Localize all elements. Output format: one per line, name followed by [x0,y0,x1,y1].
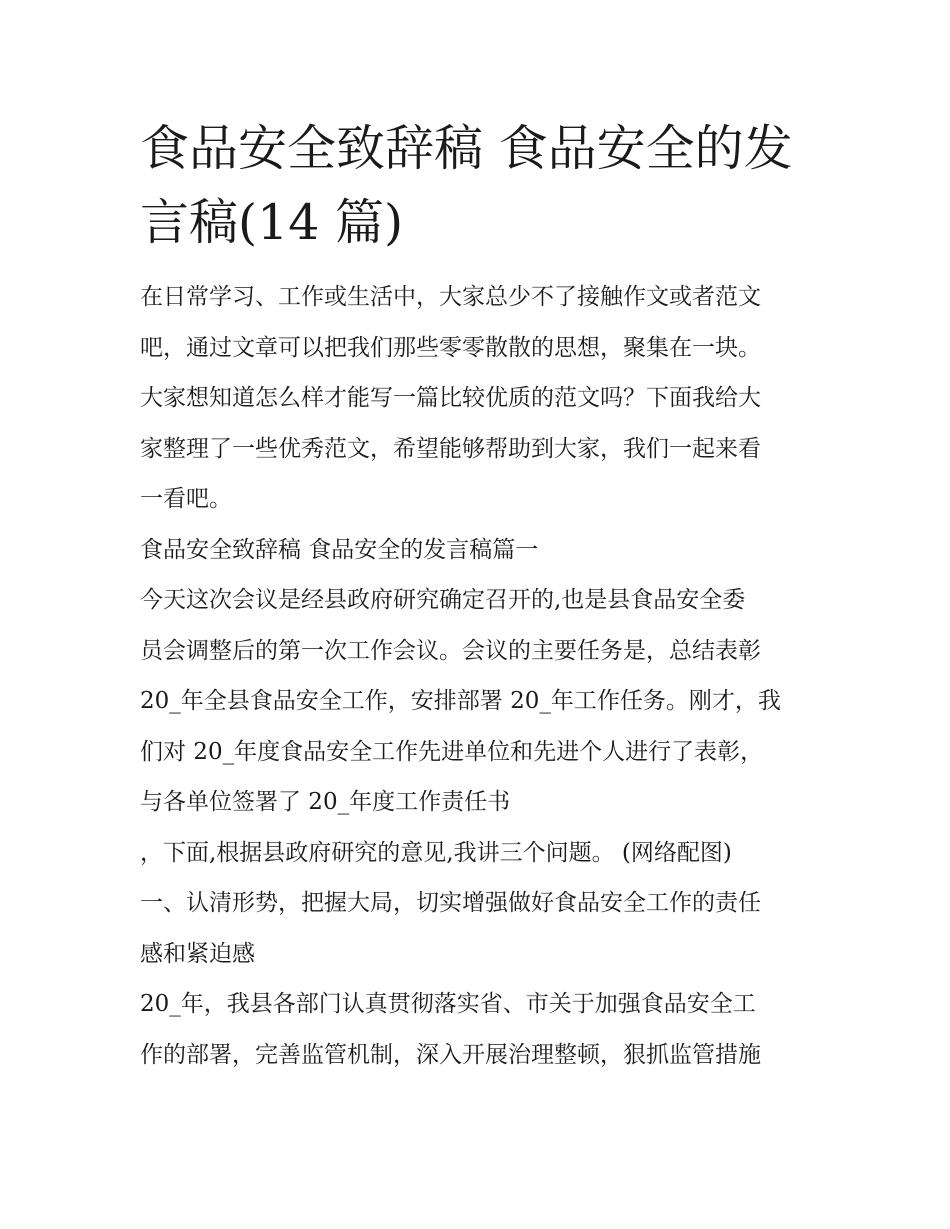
document-title [140,112,820,260]
body-line-7: 今天这次会议是经县政府研究确定召开的,也是县食品安全委 [140,587,746,613]
subheading-line-2: 感和紧迫感 [140,940,255,967]
section-heading: 食品安全致辞稿 食品安全的发言稿篇一 [140,536,539,563]
body-line-2: 吧，通过文章可以把我们那些零零散散的思想，聚集在一块。 [140,334,761,361]
body-line-3: 大家想知道怎么样才能写一篇比较优质的范文吗？下面我给大 [140,385,761,411]
subheading-line-1: 一、认清形势，把握大局，切实增强做好食品安全工作的责任 [140,890,761,916]
title-line-1: 食品安全致辞稿 食品安全的发 [140,120,793,177]
document-page [140,112,820,1080]
body-line-15: 20_年，我县各部门认真贯彻落实省、市关于加强食品安全工 [140,991,756,1017]
document-body [140,272,820,1080]
body-line-12: ，下面,根据县政府研究的意见,我讲三个问题。 (网络配图) [140,839,732,866]
body-line-1: 在日常学习、工作或生活中，大家总少不了接触作文或者范文 [140,284,761,310]
body-line-10: 们对 20_年度食品安全工作先进单位和先进个人进行了表彰， [140,738,764,765]
body-line-16: 作的部署，完善监管机制，深入开展治理整顿，狠抓监管措施 [140,1041,761,1068]
title-line-2: 言稿(14 篇) [140,194,404,251]
body-line-11: 与各单位签署了 20_年度工作责任书 [140,789,511,815]
body-line-4: 家整理了一些优秀范文，希望能够帮助到大家，我们一起来看 [140,435,761,462]
body-line-8: 员会调整后的第一次工作会议。会议的主要任务是，总结表彰 [140,637,761,664]
body-line-9: 20_年全县食品安全工作，安排部署 20_年工作任务。刚才，我 [140,688,781,714]
body-line-5: 一看吧。 [140,486,232,512]
